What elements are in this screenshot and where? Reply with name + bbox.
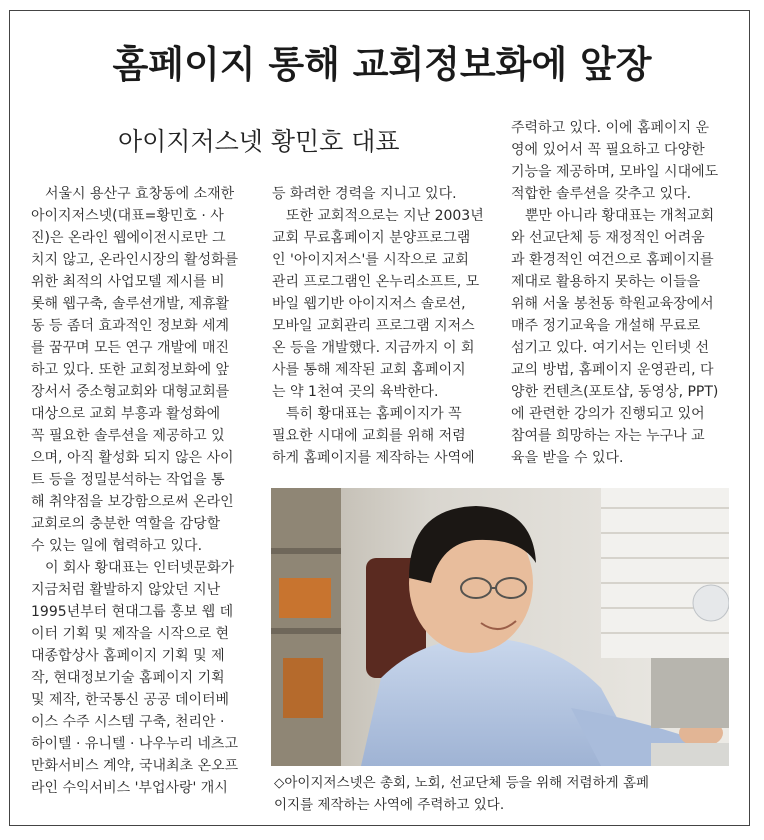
text-line: 아이지저스넷(대표=황민호 · 사 xyxy=(31,208,224,224)
text-line: 또한 교회적으로는 지난 2003년 xyxy=(272,208,484,224)
text-line: 진)은 온라인 웹에이전시로만 그 xyxy=(31,230,226,246)
text-line: 대종합상사 홈페이지 기획 및 제 xyxy=(31,648,225,664)
text-line: 와 선교단체 등 재정적인 어려움 xyxy=(511,230,705,246)
text-line: 이스 수주 시스템 구축, 천리안 · xyxy=(31,714,225,730)
text-line: 인 '아이지저스'를 시작으로 교회 xyxy=(272,252,469,268)
text-line: 하게 홈페이지를 제작하는 사역에 xyxy=(272,450,475,466)
text-line: 꼭 필요한 솔루션을 제공하고 있 xyxy=(31,428,225,444)
text-line: 대상으로 교회 부흥과 활성화에 xyxy=(31,406,221,422)
text-line: 관리 프로그램인 온누리소프트, 모 xyxy=(272,274,480,290)
text-line: 동 등 좀더 효과적인 정보화 세계 xyxy=(31,318,230,334)
text-line: 기능을 제공하며, 모바일 시대에도 xyxy=(511,164,719,180)
subheadline: 아이지저스넷 황민호 대표 xyxy=(118,127,400,156)
text-line: 지금처럼 활발하지 않았던 지난 xyxy=(31,582,221,598)
text-line: 트 등을 정밀분석하는 작업을 통 xyxy=(31,472,225,488)
text-line: 사를 통해 제작된 교회 홈페이지 xyxy=(272,362,466,378)
text-line: 영에 있어서 꼭 필요하고 다양한 xyxy=(511,142,705,158)
text-line: 교회 무료홈페이지 분양프로그램 xyxy=(272,230,471,246)
text-line: 교의 방법, 홈페이지 운영관리, 다 xyxy=(511,362,714,378)
text-line: 만화서비스 계약, 국내최초 온오프 xyxy=(31,758,239,774)
text-line: 등 화려한 경력을 지니고 있다. xyxy=(272,186,457,202)
text-line: 필요한 시대에 교회를 위해 저렴 xyxy=(272,428,466,444)
text-line: 롯해 웹구축, 솔루션개발, 제휴활 xyxy=(31,296,230,312)
text-line: 1995년부터 현대그룹 홍보 웹 데 xyxy=(31,604,234,620)
text-line: 서울시 용산구 효창동에 소재한 xyxy=(31,186,235,202)
text-line: 이 회사 황대표는 인터넷문화가 xyxy=(31,560,235,576)
text-line: 교회로의 충분한 역할을 감당할 xyxy=(31,516,221,532)
headline: 홈페이지 통해 교회정보화에 앞장 xyxy=(112,42,652,86)
text-line: 매주 정기교육을 개설해 무료로 xyxy=(511,318,701,334)
caption-line: ◇아이지저스넷은 총회, 노회, 선교단체 등을 위해 저렴하게 홈페 xyxy=(274,775,650,791)
text-line: 주력하고 있다. 이에 홈페이지 운 xyxy=(511,120,710,136)
caption-line: 이지를 제작하는 사역에 주력하고 있다. xyxy=(274,797,505,813)
text-line: 하이텔 · 유니텔 · 나우누리 네츠고 xyxy=(31,736,238,752)
article-column-2 xyxy=(272,183,494,469)
text-line: 하고 있다. 또한 교회정보화에 앞 xyxy=(31,362,230,378)
text-line: 위한 최적의 사업모델 제시를 비 xyxy=(31,274,225,290)
text-line: 섬기고 있다. 여기서는 인터넷 선 xyxy=(511,340,710,356)
text-line: 육을 받을 수 있다. xyxy=(511,450,624,466)
article-photo xyxy=(271,488,729,766)
text-line: 참여를 희망하는 자는 누구나 교 xyxy=(511,428,705,444)
text-line: 양한 컨텐츠(포토샵, 동영상, PPT) xyxy=(511,384,719,400)
text-line: 특히 황대표는 홈페이지가 꼭 xyxy=(272,406,462,422)
text-line: 적합한 솔루션을 갖추고 있다. xyxy=(511,186,692,202)
text-line: 수 있는 일에 협력하고 있다. xyxy=(31,538,203,554)
text-line: 온 등을 개발했다. 지금까지 이 회 xyxy=(272,340,475,356)
text-line: 는 약 1천여 곳의 육박한다. xyxy=(272,384,439,400)
text-line: 및 제작, 한국통신 공공 데이터베 xyxy=(31,692,230,708)
text-line: 장서서 중소형교회와 대형교회를 xyxy=(31,384,230,400)
text-line: 해 취약점을 보강함으로써 온라인 xyxy=(31,494,234,510)
text-line: 이터 기획 및 제작을 시작으로 현 xyxy=(31,626,230,642)
article-column-1 xyxy=(31,183,253,799)
text-line: 모바일 교회관리 프로그램 지저스 xyxy=(272,318,475,334)
text-line: 으며, 아직 활성화 되지 않은 사이 xyxy=(31,450,234,466)
text-line: 를 꿈꾸며 모든 연구 개발에 매진 xyxy=(31,340,230,356)
text-line: 뿐만 아니라 황대표는 개척교회 xyxy=(511,208,715,224)
text-line: 에 관련한 강의가 진행되고 있어 xyxy=(511,406,705,422)
text-line: 제대로 활용하지 못하는 이들을 xyxy=(511,274,701,290)
text-line: 위해 서울 봉천동 학원교육장에서 xyxy=(511,296,714,312)
text-line: 과 환경적인 여건으로 홈페이지를 xyxy=(511,252,714,268)
text-line: 라인 수익서비스 '부업사랑' 개시 xyxy=(31,780,228,796)
article-column-3 xyxy=(511,117,733,469)
photo-caption xyxy=(274,772,649,816)
text-line: 치지 않고, 온라인시장의 활성화를 xyxy=(31,252,239,268)
text-line: 바일 웹기반 아이지저스 솔로션, xyxy=(272,296,466,312)
text-line: 작, 현대정보기술 홈페이지 기획 xyxy=(31,670,225,686)
